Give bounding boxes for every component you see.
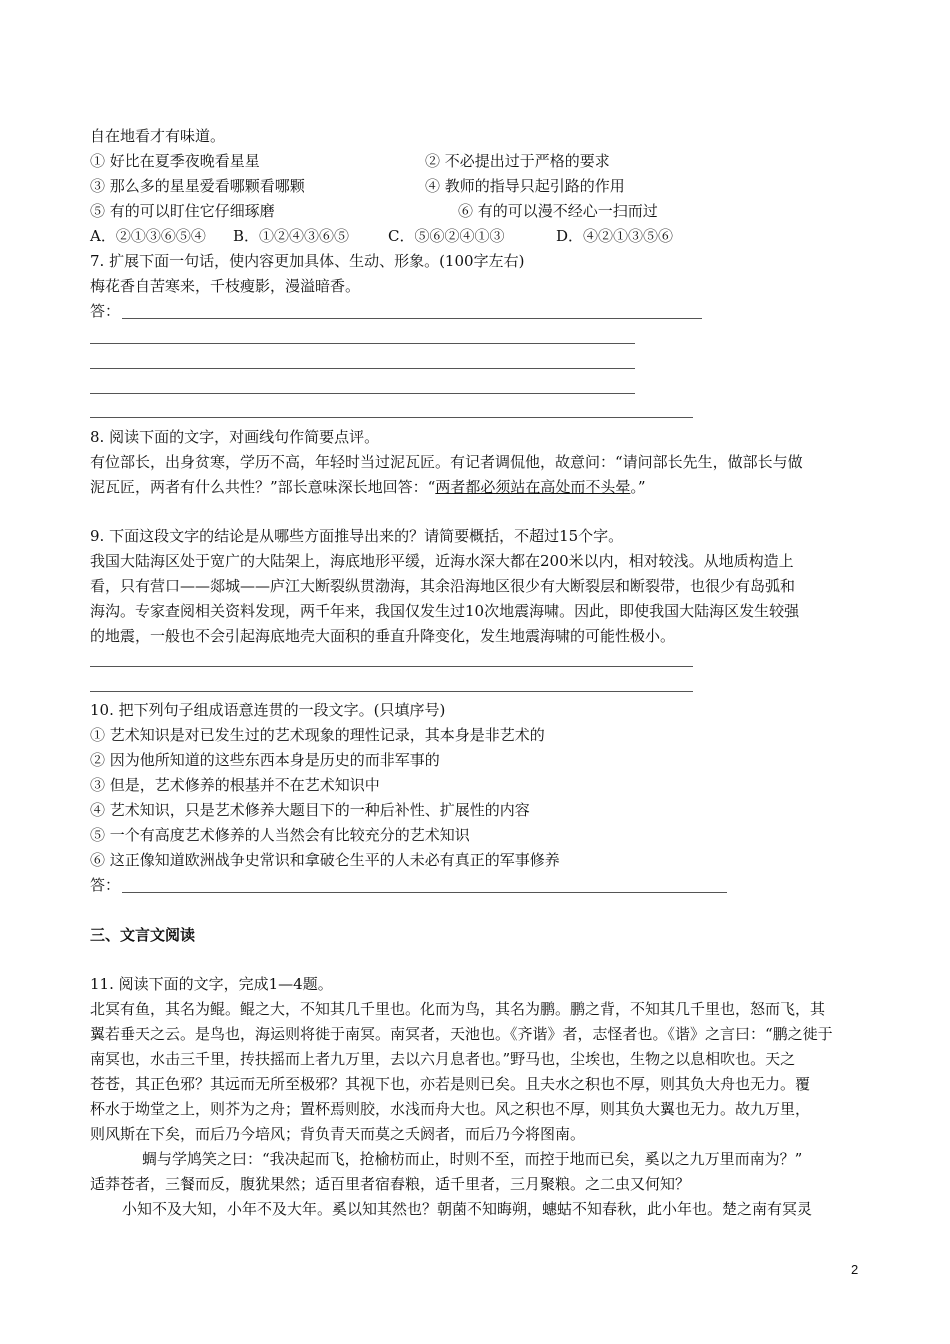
q8-question: 8. 阅读下面的文字，对画线句作简要点评。 <box>90 428 380 446</box>
q11-para3-line-1: 小知不及大知，小年不及大年。奚以知其然也？朝菌不知晦朔，蟪蛄不知春秋，此小年也。楚之南有冥灵 <box>122 1200 813 1218</box>
q9-question: 9. 下面这段文字的结论是从哪些方面推导出来的？请简要概括，不超过15个字。 <box>90 527 624 545</box>
q10-sentence-2: ② 因为他所知道的这些东西本身是历史的而非军事的 <box>90 751 440 769</box>
q11-para2-line-1: 蜩与学鸠笑之曰：“我决起而飞，抢榆枋而止，时则不至，而控于地而已矣，奚以之九万里而南为？” <box>142 1150 803 1168</box>
q11-para2-line-2: 适莽苍者，三餐而反，腹犹果然；适百里者宿舂粮，适千里者，三月聚粮。之二虫又何知？ <box>90 1175 691 1193</box>
q11-para1-line-6: 则风斯在下矣，而后乃今培风；背负青天而莫之夭阏者，而后乃今将图南。 <box>90 1125 586 1143</box>
q10-question: 10. 把下列句子组成语意连贯的一段文字。(只填序号) <box>90 701 446 719</box>
q11-para1-line-3: 南冥也，水击三千里，抟扶摇而上者九万里，去以六月息者也。”野马也，尘埃也，生物之以息相吹也。天之 <box>90 1050 796 1068</box>
q6-option-4: ④ 教师的指导只起引路的作用 <box>425 177 625 195</box>
q7-question: 7. 扩展下面一句话，使内容更加具体、生动、形象。(100字左右) <box>90 252 525 270</box>
q9-text-line-2: 看，只有营口——郯城——庐江大断裂纵贯渤海，其余沿海地区很少有大断裂层和断裂带，也很少有岛弧和 <box>90 577 796 595</box>
q6-choice-a: A．②①③⑥⑤④ <box>90 227 206 245</box>
q6-choice-b: B．①②④③⑥⑤ <box>233 227 350 245</box>
q10-answer-label: 答： <box>90 876 121 894</box>
q8-text-line-2 <box>90 475 646 500</box>
q11-para1-line-4: 苍苍，其正色邪？其远而无所至极邪？其视下也，亦若是则已矣。且夫水之积也不厚，则其负大舟也无力。覆 <box>90 1075 811 1093</box>
q7-answer-label: 答： <box>90 302 121 320</box>
q6-choice-d: D．④②①③⑤⑥ <box>556 227 674 245</box>
q6-option-6: ⑥ 有的可以漫不经心一扫而过 <box>458 202 658 220</box>
q6-option-3: ③ 那么多的星星爱看哪颗看哪颗 <box>90 177 305 195</box>
q8-text-line-2-pre: 泥瓦匠，两者有什么共性？”部长意味深长地回答： <box>90 478 428 496</box>
q10-sentence-4: ④ 艺术知识，只是艺术修养大题目下的一种后补性、扩展性的内容 <box>90 801 530 819</box>
q9-text-line-3: 海沟。专家查阅相关资料发现，两千年来，我国仅发生过10次地震海啸。因此，即使我国大陆海区发生较强 <box>90 602 800 620</box>
q7-answer-line-4[interactable] <box>90 393 635 394</box>
q8-text-line-1: 有位部长，出身贫寒，学历不高，年轻时当过泥瓦匠。有记者调侃他，故意问：“请问部长先生，做部长与做 <box>90 453 803 471</box>
q9-text-line-4: 的地震，一般也不会引起海底地壳大面积的垂直升降变化，发生地震海啸的可能性极小。 <box>90 627 676 645</box>
q11-para1-line-2: 翼若垂天之云。是鸟也，海运则将徙于南冥。南冥者，天池也。《齐谐》者，志怪者也。《谐》之言曰：“鹏之徙于 <box>90 1025 833 1043</box>
q6-option-1: ① 好比在夏季夜晚看星星 <box>90 152 260 170</box>
page-number: 2 <box>851 1262 859 1277</box>
q6-choice-c: C．⑤⑥②④①③ <box>388 227 505 245</box>
q6-option-2: ② 不必提出过于严格的要求 <box>425 152 610 170</box>
q6-option-5: ⑤ 有的可以盯住它仔细琢磨 <box>90 202 275 220</box>
q9-answer-line-2[interactable] <box>90 691 693 692</box>
q10-sentence-5: ⑤ 一个有高度艺术修养的人当然会有比较充分的艺术知识 <box>90 826 470 844</box>
q7-sentence: 梅花香自苦寒来，千枝瘦影，漫溢暗香。 <box>90 277 361 295</box>
q7-answer-line-2[interactable] <box>90 343 635 344</box>
q10-sentence-6: ⑥ 这正像知道欧洲战争史常识和拿破仑生平的人未必有真正的军事修养 <box>90 851 560 869</box>
q10-sentence-1: ① 艺术知识是对已发生过的艺术现象的理性记录，其本身是非艺术的 <box>90 726 545 744</box>
q11-question: 11. 阅读下面的文字，完成1—4题。 <box>90 975 333 993</box>
q8-quote-open: “ <box>427 478 436 496</box>
q10-answer-line[interactable] <box>122 892 727 893</box>
q7-answer-line-5[interactable] <box>90 417 693 418</box>
q10-sentence-3: ③ 但是，艺术修养的根基并不在艺术知识中 <box>90 776 380 794</box>
q11-para1-line-5: 杯水于坳堂之上，则芥为之舟；置杯焉则胶，水浅而舟大也。风之积也不厚，则其负大翼也无力。故九万里， <box>90 1100 811 1118</box>
q9-answer-line-1[interactable] <box>90 666 693 667</box>
q7-answer-line-1[interactable] <box>122 318 702 319</box>
q7-answer-line-3[interactable] <box>90 368 635 369</box>
q8-underlined-sentence: 两者都必须站在高处而不头晕 <box>435 478 631 496</box>
section-heading-classical-reading: 三、文言文阅读 <box>90 926 196 944</box>
q11-para1-line-1: 北冥有鱼，其名为鲲。鲲之大，不知其几千里也。化而为鸟，其名为鹏。鹏之背，不知其几千里也，怒而飞，其 <box>90 1000 826 1018</box>
q6-intro-tail: 自在地看才有味道。 <box>90 127 226 145</box>
q9-text-line-1: 我国大陆海区处于宽广的大陆架上，海底地形平缓，近海水深大都在200米以内，相对较浅。从地质构造上 <box>90 552 794 570</box>
q8-quote-close: 。” <box>630 478 646 496</box>
